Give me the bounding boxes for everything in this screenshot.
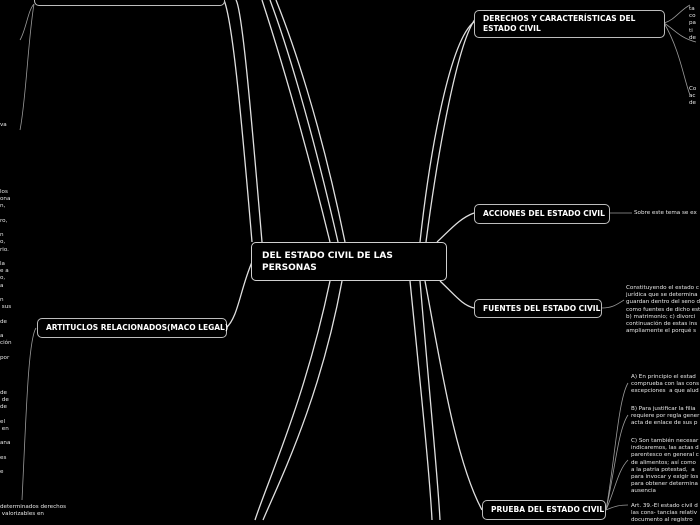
link-fuentes bbox=[440, 281, 474, 308]
link-prueba-c bbox=[606, 460, 628, 510]
link-derechos bbox=[420, 22, 474, 242]
note-prueba-art: Art. 39.-El estado civil d las cons- tancias relativ documento al registro bbox=[631, 503, 698, 524]
topic-articulos-label: ARTITUCLOS RELACIONADOS(MACO LEGAL) bbox=[46, 323, 229, 332]
link-derechos-a bbox=[664, 5, 690, 23]
link-top-3 bbox=[276, 0, 345, 242]
note-prueba-c: C) Son también necesar indicaremos, las actas d parentesco en general c de alimentos; así como a la patria potestad, a para invocar y exigir los para obtener determina ausencia bbox=[631, 438, 699, 495]
link-acciones bbox=[437, 213, 474, 242]
central-topic[interactable] bbox=[251, 242, 447, 281]
topic-prueba-label: PRUEBA DEL ESTADO CIVIL bbox=[491, 505, 605, 514]
note-derechos-b: Co ac de bbox=[689, 86, 697, 107]
topic-acciones-label: ACCIONES DEL ESTADO CIVIL bbox=[483, 209, 605, 218]
topic-derechos-label: DERECHOS Y CARACTERÍSTICAS DEL ESTADO CIVIL bbox=[483, 14, 636, 33]
link-topleft-left2 bbox=[20, 4, 34, 130]
note-prueba-a: A) En principio el estad comprueba con las cons excepciones a que alud bbox=[631, 374, 699, 395]
link-top-2 bbox=[270, 0, 338, 242]
top-left-node[interactable] bbox=[34, 0, 225, 6]
note-prueba-b: B) Para justificar la filia requiere por regla gener acta de enlace de sus p bbox=[631, 406, 700, 427]
link-bottom-1 bbox=[255, 281, 330, 520]
link-top-1 bbox=[262, 0, 330, 242]
topic-fuentes[interactable] bbox=[474, 299, 602, 318]
note-fuentes: Constituyendo el estado c jurídica que se determina guardan dentro del seno d como fuentes de dicho est b) matrimonio; c) divorci continuación de estas ins ampliamente el porqué s bbox=[626, 285, 700, 335]
note-left-va: va bbox=[0, 122, 7, 128]
topic-fuentes-label: FUENTES DEL ESTADO CIVIL bbox=[483, 303, 601, 313]
link-prueba bbox=[425, 281, 482, 510]
note-bottom-left: determinados derechos valorizables en bbox=[0, 504, 67, 518]
central-topic-title: DEL ESTADO CIVIL DE LAS PERSONAS bbox=[262, 250, 393, 273]
topic-derechos[interactable] bbox=[474, 10, 665, 38]
note-derechos-a: ta co pa ti de bbox=[689, 6, 696, 41]
link-derechos-c bbox=[664, 23, 690, 95]
note-left-column-2: de de de el en ana es e bbox=[0, 390, 11, 476]
topic-articulos[interactable] bbox=[37, 318, 227, 338]
link-fuentes-note bbox=[602, 300, 624, 308]
link-topleft bbox=[224, 0, 252, 242]
link-derechos-2 bbox=[426, 18, 476, 242]
link-bottom-2 bbox=[263, 281, 342, 520]
topic-acciones[interactable] bbox=[474, 204, 610, 224]
link-prueba-a bbox=[606, 383, 628, 510]
link-bottom-4 bbox=[410, 281, 432, 520]
note-left-column: los ona n, ro, n o, rio. la e a o, a n sus de a ción por bbox=[0, 189, 12, 361]
topic-prueba[interactable] bbox=[482, 500, 606, 520]
link-articulos-left bbox=[22, 328, 36, 500]
link-articulos bbox=[226, 262, 252, 328]
note-acciones: Sobre este tema se ex bbox=[634, 210, 697, 216]
link-prueba-art bbox=[606, 505, 628, 510]
